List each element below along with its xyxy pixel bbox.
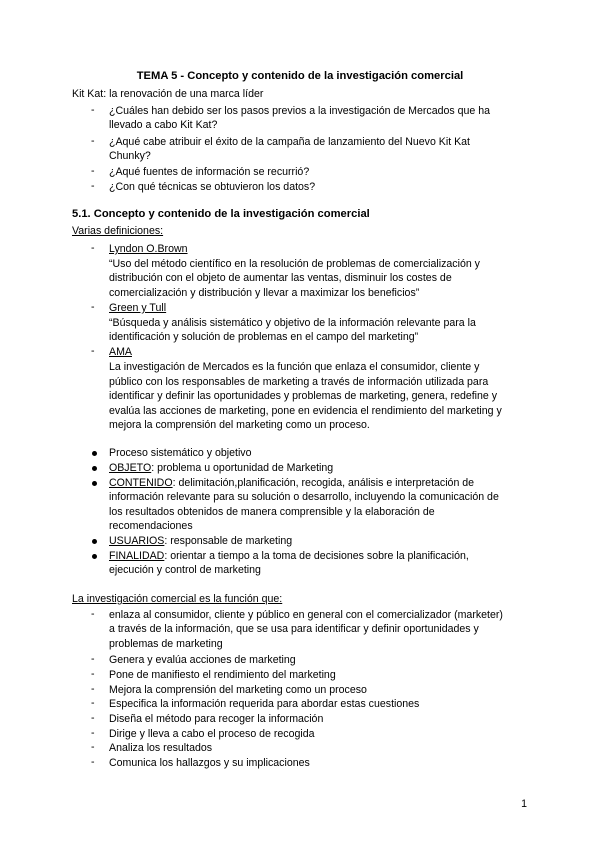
dash-marker: - (91, 345, 95, 357)
question-3: ¿Aqué fuentes de información se recurrió? (109, 166, 310, 178)
dash-marker: - (91, 180, 95, 192)
dash-marker: - (91, 756, 95, 768)
bullet-text: Proceso sistemático y objetivo (109, 447, 252, 459)
bullet-dot (92, 466, 97, 471)
definition-text: comercialización y distribución y llevar a maximizar los beneficios” (109, 287, 420, 299)
definition-text: mejora la comprensión del marketing como un proceso. (109, 419, 370, 431)
bullet-text: ejecución y control de marketing (109, 564, 261, 576)
bullet-dot (92, 481, 97, 486)
question-1-line-1: ¿Cuáles han debido ser los pasos previos a la investigación de Mercados que ha (109, 105, 491, 117)
function-item: Analiza los resultados (109, 742, 213, 754)
function-item: Genera y evalúa acciones de marketing (109, 654, 296, 666)
section-heading: 5.1. Concepto y contenido de la investigación comercial (72, 208, 370, 220)
definition-author: AMA (109, 346, 132, 358)
dash-marker: - (91, 697, 95, 709)
bullet-item-contenido (109, 476, 474, 490)
definition-text: identificar y definir las oportunidades y problemas de marketing, genera, redefine y (109, 390, 498, 402)
function-item: a través de la información, que se usa para identificar y definir oportunidades y (109, 623, 479, 635)
function-item: Comunica los hallazgos y su implicaciones (109, 757, 310, 769)
question-2-line-1: ¿Aqué cabe atribuir el éxito de la campaña de lanzamiento del Nuevo Kit Kat (109, 136, 470, 148)
dash-marker: - (91, 608, 95, 620)
question-1-line-2: llevado a cabo Kit Kat? (109, 119, 218, 131)
bullet-item-objeto (109, 461, 333, 475)
definitions-label: Varias definiciones: (72, 225, 164, 237)
bullet-text: : orientar a tiempo a la toma de decisiones sobre la planificación, (164, 550, 469, 562)
page-title: TEMA 5 - Concepto y contenido de la investigación comercial (136, 70, 464, 82)
dash-marker: - (91, 668, 95, 680)
dash-marker: - (91, 683, 95, 695)
definition-author: Green y Tull (109, 302, 167, 314)
definition-text: “Uso del método científico en la resolución de problemas de comercialización y (109, 258, 480, 270)
bullet-text: recomendaciones (109, 520, 193, 532)
bullet-label: USUARIOS (109, 535, 165, 547)
bullet-text: : problema u oportunidad de Marketing (151, 462, 334, 474)
bullet-text: : responsable de marketing (164, 535, 293, 547)
bullet-label: CONTENIDO (109, 477, 173, 489)
function-item: Pone de manifiesto el rendimiento del marketing (109, 669, 336, 681)
dash-marker: - (91, 104, 95, 116)
function-item: enlaza al consumidor, cliente y público en general con el comercializador (marketer) (109, 609, 503, 621)
question-2-line-2: Chunky? (109, 150, 151, 162)
definition-text: público con los responsables de marketing a través de información utilizada para (109, 376, 489, 388)
dash-marker: - (91, 653, 95, 665)
function-item: problemas de marketing (109, 638, 223, 650)
bullet-label: OBJETO (109, 462, 152, 474)
bullet-item-usuarios (109, 534, 292, 548)
question-4: ¿Con qué técnicas se obtuvieron los datos? (109, 181, 316, 193)
dash-marker: - (91, 741, 95, 753)
definition-author: Lyndon O.Brown (109, 243, 188, 255)
bullet-label: FINALIDAD (109, 550, 165, 562)
function-item: Diseña el método para recoger la información (109, 713, 324, 725)
function-label: La investigación comercial es la función que: (72, 593, 283, 605)
dash-marker: - (91, 135, 95, 147)
page-number: 1 (521, 798, 527, 810)
function-item: Dirige y lleva a cabo el proceso de recogida (109, 728, 315, 740)
definition-text: distribución con el objeto de aumentar las ventas, disminuir los costes de (109, 272, 452, 284)
dash-marker: - (91, 727, 95, 739)
function-item: Mejora la comprensión del marketing como un proceso (109, 684, 367, 696)
bullet-dot (92, 554, 97, 559)
definition-text: La investigación de Mercados es la función que enlaza el consumidor, cliente y (109, 361, 480, 373)
function-item: Especifica la información requerida para abordar estas cuestiones (109, 698, 420, 710)
bullet-text: información relevante para su solución o desarrollo, incluyendo la comunicación de (109, 491, 499, 503)
dash-marker: - (91, 301, 95, 313)
bullet-item-finalidad (109, 549, 469, 563)
case-title: Kit Kat: la renovación de una marca líder (72, 88, 264, 100)
bullet-dot (92, 539, 97, 544)
definition-text: evalúa las acciones de marketing, pone en evidencia el rendimiento del marketing y (109, 405, 502, 417)
definition-text: “Búsqueda y análisis sistemático y objetivo de la información relevante para la (109, 317, 476, 329)
bullet-dot (92, 451, 97, 456)
dash-marker: - (91, 242, 95, 254)
dash-marker: - (91, 165, 95, 177)
bullet-text: los resultados obtenidos de manera comprensible y la elaboración de (109, 506, 435, 518)
dash-marker: - (91, 712, 95, 724)
definition-text: identificación y solución de problemas en el campo del marketing” (109, 331, 419, 343)
bullet-text: : delimitación,planificación, recogida, análisis e interpretación de (172, 477, 475, 489)
